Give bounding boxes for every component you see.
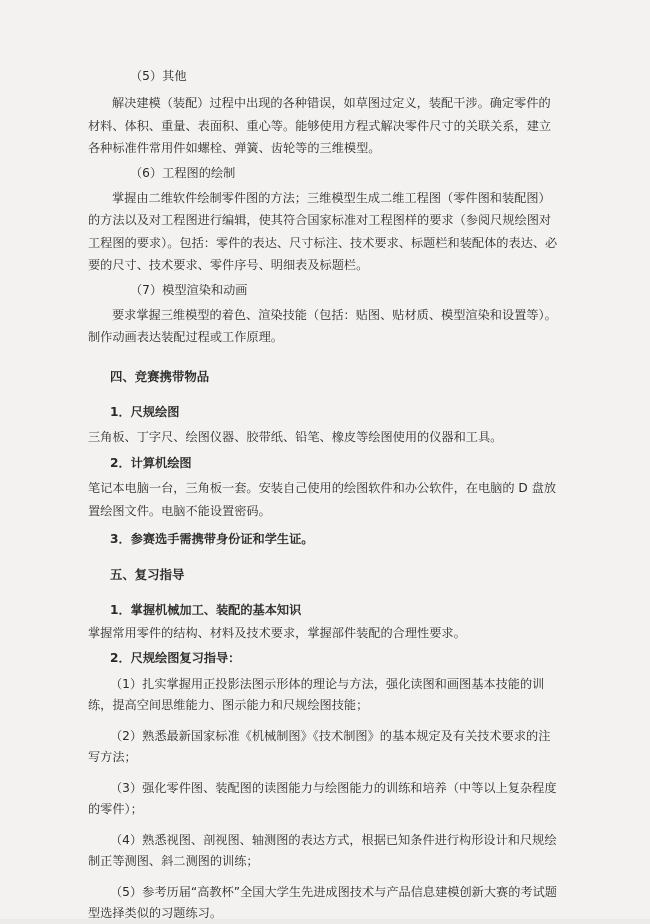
subsection-title: （5）其他 [130,69,187,83]
list-item: （2）熟悉最新国家标准《机械制图》《技术制图》的基本规定及有关技术要求的注写方法； [88,728,551,764]
item-heading: 1．掌握机械加工、装配的基本知识 [110,603,302,617]
section-heading: 五、复习指导 [110,567,185,582]
paragraph: 解决建模（装配）过程中出现的各种错误，如草图过定义，装配干涉。确定零件的材料、体积、重量、表面积、重心等。能够使用方程式解决零件尺寸的关联关系，建立各种标准件常用件如螺栓、弹簧、齿轮等的三维模型。 [88,96,552,155]
subsection-title: （6）工程图的绘制 [130,165,236,180]
list-item: （4）熟悉视图、剖视图、轴测图的表达方式，根据已知条件进行构形设计和尺规绘制正等测图、斜二测图的训练； [88,832,557,868]
list-item: （5）参考历届“高教杯”全国大学生先进成图技术与产品信息建模创新大赛的考试题型选择类似的习题练习。 [88,884,557,920]
list-item: （3）强化零件图、装配图的读图能力与绘图能力的训练和培养（中等以上复杂程度的零件）； [88,780,557,816]
section-heading: 四、竞赛携带物品 [110,368,210,384]
paragraph: 笔记本电脑一台，三角板一套。安装自己使用的绘图软件和办公软件，在电脑的 D 盘放置绘图文件。电脑不能设置密码。 [88,481,557,518]
list-item: （1）扎实掌握用正投影法图示形体的理论与方法，强化读图和画图基本技能的训练，提高空间思维能力、图示能力和尺规绘图技能； [88,676,545,712]
subsection-title: （7）模型渲染和动画 [130,282,248,297]
item-heading: 3．参赛选手需携带身份证和学生证。 [110,532,314,546]
item-heading: 1．尺规绘图 [110,404,180,419]
document-content [88,67,562,924]
paragraph: 掌握由二维软件绘制零件图的方法；三维模型生成二维工程图（零件图和装配图）的方法以及对工程图进行编辑，使其符合国家标准对工程图样的要求（参阅尺规绘图对工程图的要求）。包括：零件的表达、尺寸标注、技术要求、标题栏和装配体的表达、必要的尺寸、技术要求、零件序号、明细表及标题栏。 [88,190,558,272]
paragraph: 掌握常用零件的结构、材料及技术要求，掌握部件装配的合理性要求。 [88,626,466,640]
item-heading: 2．计算机绘图 [110,456,192,470]
paragraph: 三角板、丁字尺、绘图仪器、胶带纸、铅笔、橡皮等绘图使用的仪器和工具。 [88,429,503,444]
paragraph: 要求掌握三维模型的着色、渲染技能（包括：贴图、贴材质、模型渲染和设置等）。制作动画表达装配过程或工作原理。 [88,307,557,344]
item-heading: 2．尺规绘图复习指导： [110,650,241,665]
